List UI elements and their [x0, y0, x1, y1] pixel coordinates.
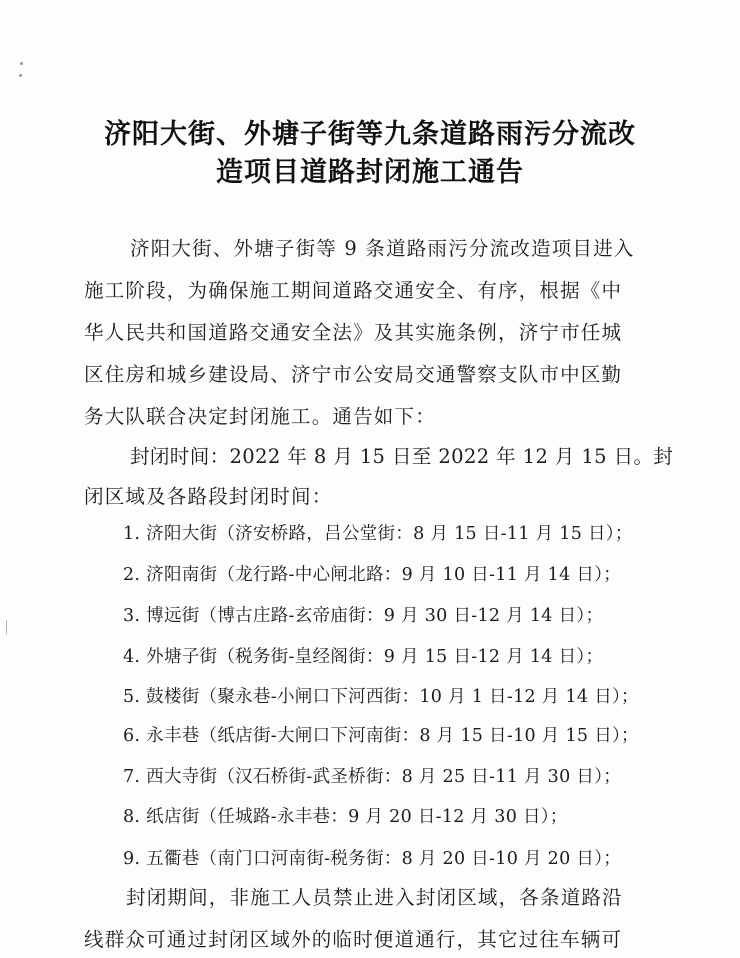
road-item-8: 8. 纸店街（任城路-永丰巷：9 月 20 日-12 月 30 日）；: [123, 807, 568, 827]
closing-line-2: 线群众可通过封闭区域外的临时便道通行，其它过往车辆可: [84, 928, 623, 951]
road-item-9: 9. 五衢巷（南门口河南街-税务街：8 月 20 日-10 月 20 日）；: [123, 849, 622, 869]
scan-edge-mark: [6, 620, 7, 634]
road-item-4: 4. 外塘子街（税务街-皇经阁街：9 月 15 日-12 月 14 日）；: [123, 647, 604, 667]
scan-speck: [19, 74, 22, 77]
closure-time-line-2: 闭区域及各路段封闭时间：: [84, 485, 333, 508]
intro-line-5: 务大队联合决定封闭施工。通告如下：: [84, 405, 436, 428]
intro-line-3: 华人民共和国道路交通安全法》及其实施条例，济宁市任城: [84, 321, 623, 344]
notice-title-line-2: 造项目道路封闭施工通告: [216, 157, 524, 188]
closure-time-line-1: 封闭时间：2022 年 8 月 15 日至 2022 年 12 月 15 日。封: [130, 445, 674, 468]
notice-title-line-1: 济阳大街、外塘子街等九条道路雨污分流改: [104, 119, 636, 150]
intro-line-1: 济阳大街、外塘子街等 9 条道路雨污分流改造项目进入: [130, 237, 635, 260]
road-item-7: 7. 西大寺街（汉石桥街-武圣桥街：8 月 25 日-11 月 30 日）；: [123, 767, 622, 787]
intro-line-2: 施工阶段，为确保施工期间道路交通安全、有序，根据《中: [84, 279, 623, 302]
road-item-6: 6. 永丰巷（纸店街-大闸口下河南街：8 月 15 日-10 月 15 日）；: [123, 726, 639, 746]
road-item-5: 5. 鼓楼街（聚永巷-小闸口下河西街：10 月 1 日-12 月 14 日）；: [123, 687, 639, 707]
closing-line-1: 封闭期间，非施工人员禁止进入封闭区域，各条道路沿: [126, 886, 623, 909]
road-item-2: 2. 济阳南街（龙行路-中心闸北路：9 月 10 日-11 月 14 日）；: [123, 565, 622, 585]
road-item-3: 3. 博远街（博古庄路-玄帝庙街：9 月 30 日-12 月 14 日）；: [123, 606, 604, 626]
intro-line-4: 区住房和城乡建设局、济宁市公安局交通警察支队市中区勤: [84, 363, 623, 386]
scan-speck: [20, 62, 23, 65]
road-item-1: 1. 济阳大街（济安桥路，吕公堂街：8 月 15 日-11 月 15 日）；: [123, 524, 633, 544]
